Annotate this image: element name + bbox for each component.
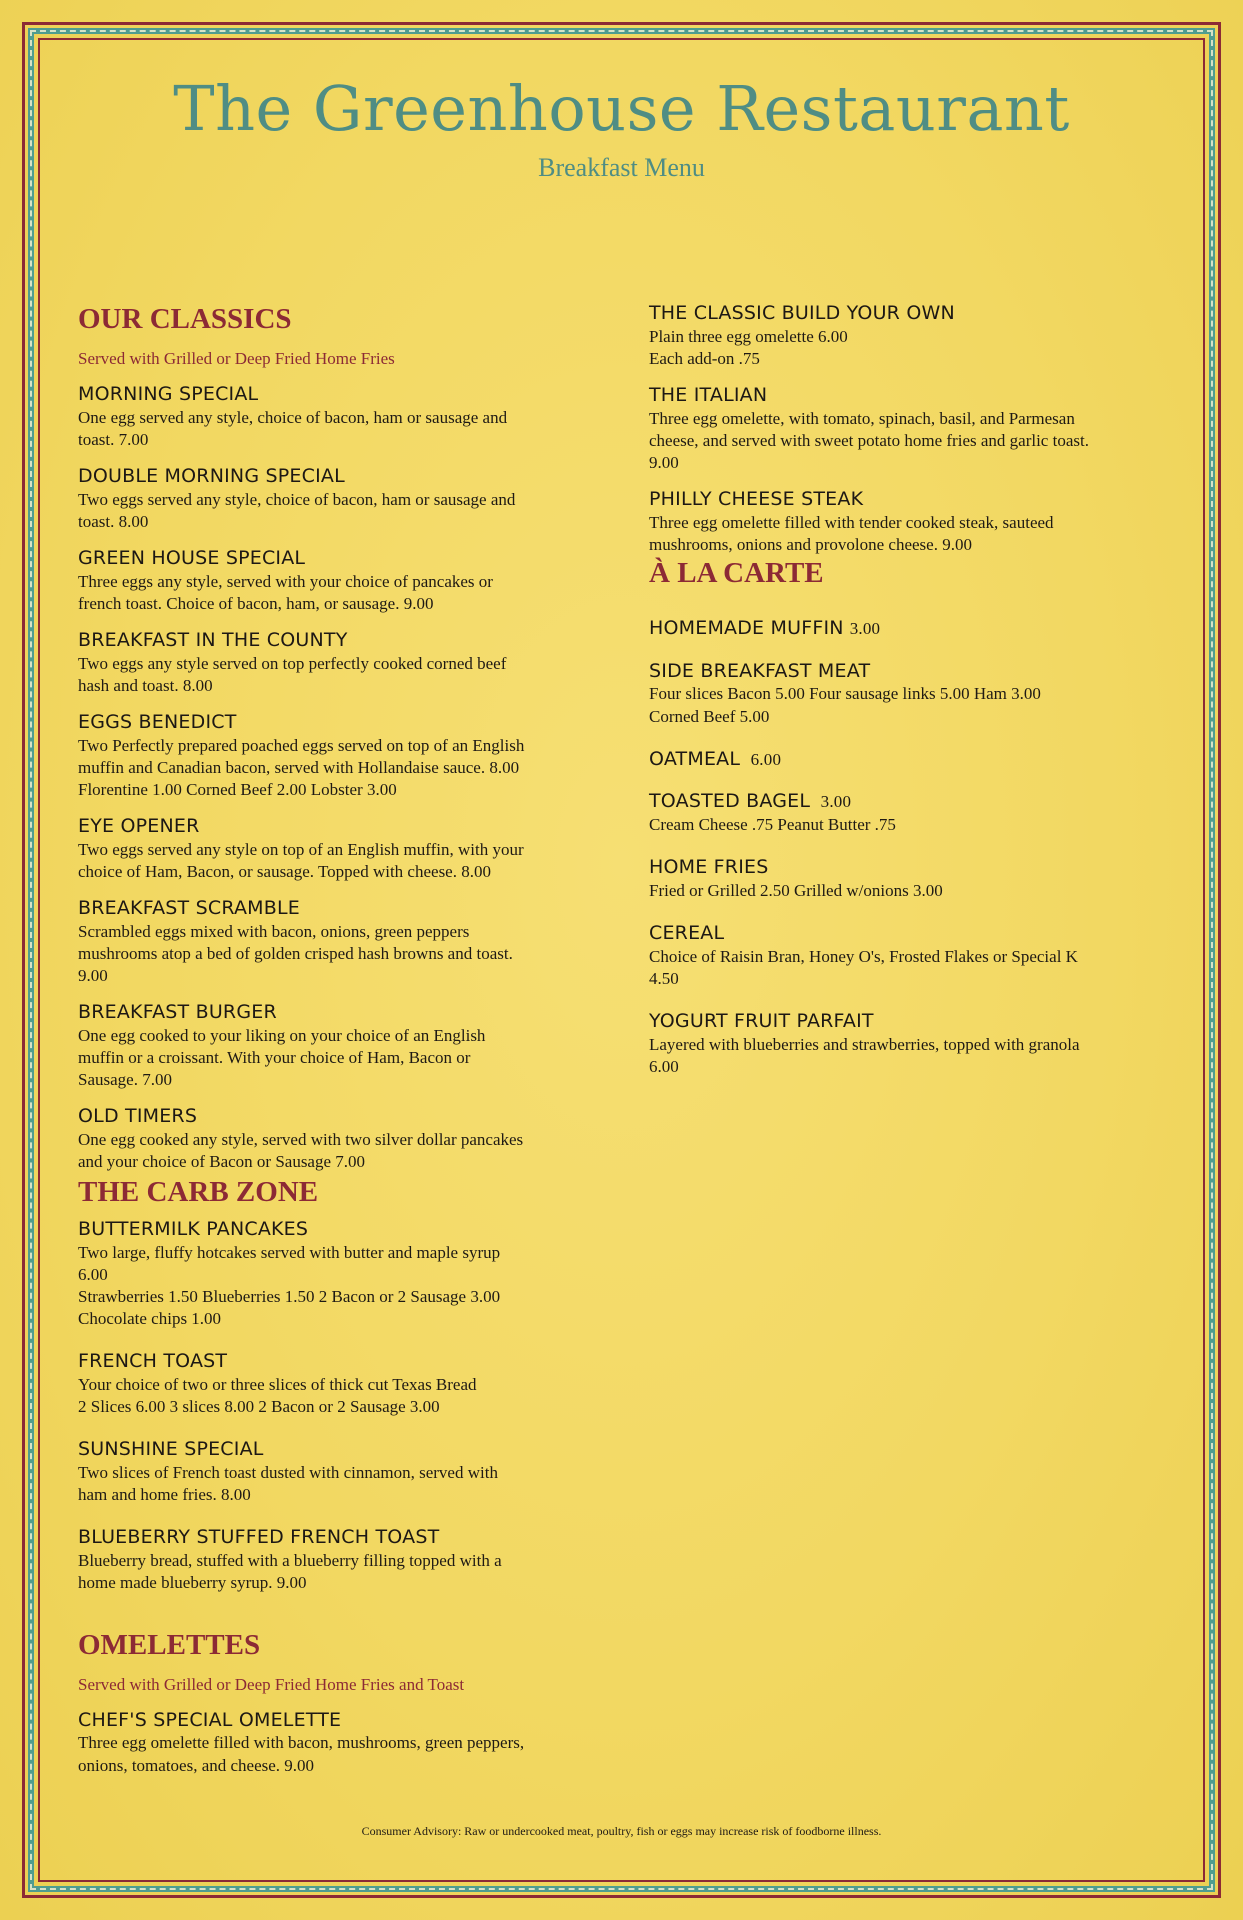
menu-item <box>649 488 1169 556</box>
item-name <box>649 617 1169 640</box>
item-name: CHEF'S SPECIAL OMELETTE <box>78 1708 342 1731</box>
item-name-text: OATMEAL <box>649 747 741 770</box>
item-name: CEREAL <box>649 922 725 945</box>
item-name: BUTTERMILK PANCAKES <box>78 1217 309 1240</box>
section-title: À LA CARTE <box>649 557 824 590</box>
menu-item <box>649 617 1169 640</box>
item-price: 3.00 <box>849 618 881 638</box>
consumer-advisory: Consumer Advisory: Raw or undercooked meat, poultry, fish or eggs may increase risk of foodborne illness. <box>361 1824 882 1838</box>
menu-item <box>78 629 608 697</box>
menu-item <box>649 384 1169 474</box>
item-name: HOME FRIES <box>649 856 769 879</box>
menu-item <box>78 547 608 615</box>
item-description: Four slices Bacon 5.00 Four sausage links 5.00 Ham 3.00 Corned Beef 5.00 <box>649 684 1041 726</box>
menu-item <box>78 1218 608 1330</box>
item-description: Plain three egg omelette 6.00 Each add-on .75 <box>649 326 848 368</box>
menu-item <box>649 922 1169 990</box>
section-a-la-carte <box>649 556 1169 1078</box>
item-description: Layered with blueberries and strawberries, topped with granola 6.00 <box>649 1034 1080 1077</box>
menu-item <box>78 1526 608 1594</box>
menu-item <box>649 302 1169 370</box>
menu-item <box>78 815 608 883</box>
item-description: Two eggs any style served on top perfectly cooked corned beef hash and toast. 8.00 <box>78 653 507 695</box>
item-name: THE ITALIAN <box>649 383 768 406</box>
menu-item <box>649 1010 1169 1078</box>
menu-title: Breakfast Menu <box>538 153 705 182</box>
menu-item <box>78 1438 608 1506</box>
menu-item <box>78 1709 608 1777</box>
item-name: THE CLASSIC BUILD YOUR OWN <box>649 302 955 324</box>
item-description: Two eggs served any style, choice of bacon, ham or sausage and toast. 8.00 <box>78 489 516 531</box>
item-description: Scrambled eggs mixed with bacon, onions, green peppers mushrooms atop a bed of golden crisped hash browns and toast. 9.00 <box>78 921 513 985</box>
menu-item <box>649 660 1169 728</box>
section-classics <box>78 302 608 1173</box>
item-name: EYE OPENER <box>78 814 200 837</box>
item-name: BREAKFAST SCRAMBLE <box>78 896 300 919</box>
item-name: YOGURT FRUIT PARFAIT <box>649 1010 874 1033</box>
item-description: Two eggs served any style on top of an English muffin, with your choice of Ham, Bacon, or sausage. Topped with cheese. 8.00 <box>78 839 524 881</box>
item-name: BLUEBERRY STUFFED FRENCH TOAST <box>78 1525 440 1548</box>
left-column <box>78 302 608 1791</box>
menu-item <box>78 1001 608 1091</box>
right-column <box>649 302 1169 1092</box>
item-name: GREEN HOUSE SPECIAL <box>78 546 306 569</box>
item-description: Cream Cheese .75 Peanut Butter .75 <box>649 815 896 835</box>
item-description: One egg cooked to your liking on your choice of an English muffin or a croissant. With your choice of Ham, Bacon or Sausage. 7.00 <box>78 1025 486 1089</box>
item-name <box>649 790 1169 813</box>
item-description: Three egg omelette filled with tender cooked steak, sauteed mushrooms, onions and provolone cheese. 9.00 <box>649 512 1054 554</box>
section-title: OUR CLASSICS <box>78 303 292 335</box>
section-title: THE CARB ZONE <box>78 1175 319 1208</box>
item-name: DOUBLE MORNING SPECIAL <box>78 464 345 487</box>
menu-item <box>649 790 1169 836</box>
item-description: One egg cooked any style, served with two silver dollar pancakes and your choice of Bacon or Sausage 7.00 <box>78 1129 524 1171</box>
item-name: BREAKFAST IN THE COUNTY <box>78 628 348 651</box>
item-description: Two Perfectly prepared poached eggs served on top of an English muffin and Canadian bacon, served with Hollandaise sauce. 8.00 Florentine 1.00 Corned Beef 2.00 Lobster 3.00 <box>78 735 525 799</box>
menu-item <box>78 711 608 801</box>
item-name-text: HOMEMADE MUFFIN <box>649 616 844 639</box>
item-description: Two large, fluffy hotcakes served with butter and maple syrup 6.00 Strawberries 1.50 Blueberries 1.50 2 Bacon or 2 Sausage 3.00 Chocolate chips 1.00 <box>78 1242 501 1328</box>
item-name: OLD TIMERS <box>78 1104 198 1127</box>
item-description: Blueberry bread, stuffed with a blueberry filling topped with a home made blueberry syrup. 9.00 <box>78 1550 502 1592</box>
item-description: Your choice of two or three slices of thick cut Texas Bread 2 Slices 6.00 3 slices 8.00 2 Bacon or 2 Sausage 3.00 <box>78 1374 477 1416</box>
item-name: MORNING SPECIAL <box>78 382 259 405</box>
item-description: Three egg omelette filled with bacon, mushrooms, green peppers, onions, tomatoes, and cheese. 9.00 <box>78 1733 525 1775</box>
menu-item <box>78 897 608 987</box>
item-name: PHILLY CHEESE STEAK <box>649 488 864 511</box>
item-price: 3.00 <box>816 792 852 812</box>
item-description: Choice of Raisin Bran, Honey O's, Frosted Flakes or Special K 4.50 <box>649 947 1078 989</box>
item-name: SUNSHINE SPECIAL <box>78 1437 264 1460</box>
item-description: Three eggs any style, served with your choice of pancakes or french toast. Choice of bacon, ham, or sausage. 9.00 <box>78 571 493 613</box>
section-carb-zone <box>78 1175 608 1594</box>
item-name: BREAKFAST BURGER <box>78 1000 277 1023</box>
item-description: One egg served any style, choice of bacon, ham or sausage and toast. 7.00 <box>78 407 508 449</box>
item-name: FRENCH TOAST <box>78 1349 228 1372</box>
section-subtitle: Served with Grilled or Deep Fried Home Fries and Toast <box>78 1674 465 1694</box>
section-omelettes <box>78 1628 608 1777</box>
item-name: SIDE BREAKFAST MEAT <box>649 659 871 682</box>
item-name: EGGS BENEDICT <box>78 710 237 733</box>
item-name-text: TOASTED BAGEL <box>649 790 811 813</box>
item-name <box>649 748 1169 771</box>
section-subtitle: Served with Grilled or Deep Fried Home Fries <box>78 348 395 368</box>
item-description: Fried or Grilled 2.50 Grilled w/onions 3.00 <box>649 881 943 901</box>
menu-item <box>649 748 1169 771</box>
menu-item <box>649 856 1169 902</box>
menu-item <box>78 1350 608 1418</box>
item-description: Two slices of French toast dusted with cinnamon, served with ham and home fries. 8.00 <box>78 1462 498 1504</box>
section-title: OMELETTES <box>78 1628 261 1661</box>
menu-item <box>78 383 608 451</box>
menu-item <box>78 1105 608 1173</box>
item-description: Three egg omelette, with tomato, spinach, basil, and Parmesan cheese, and served with sweet potato home fries and garlic toast. 9.00 <box>649 408 1089 472</box>
menu-item <box>78 465 608 533</box>
item-price: 6.00 <box>746 749 782 769</box>
restaurant-name: The Greenhouse Restaurant <box>173 72 1070 145</box>
